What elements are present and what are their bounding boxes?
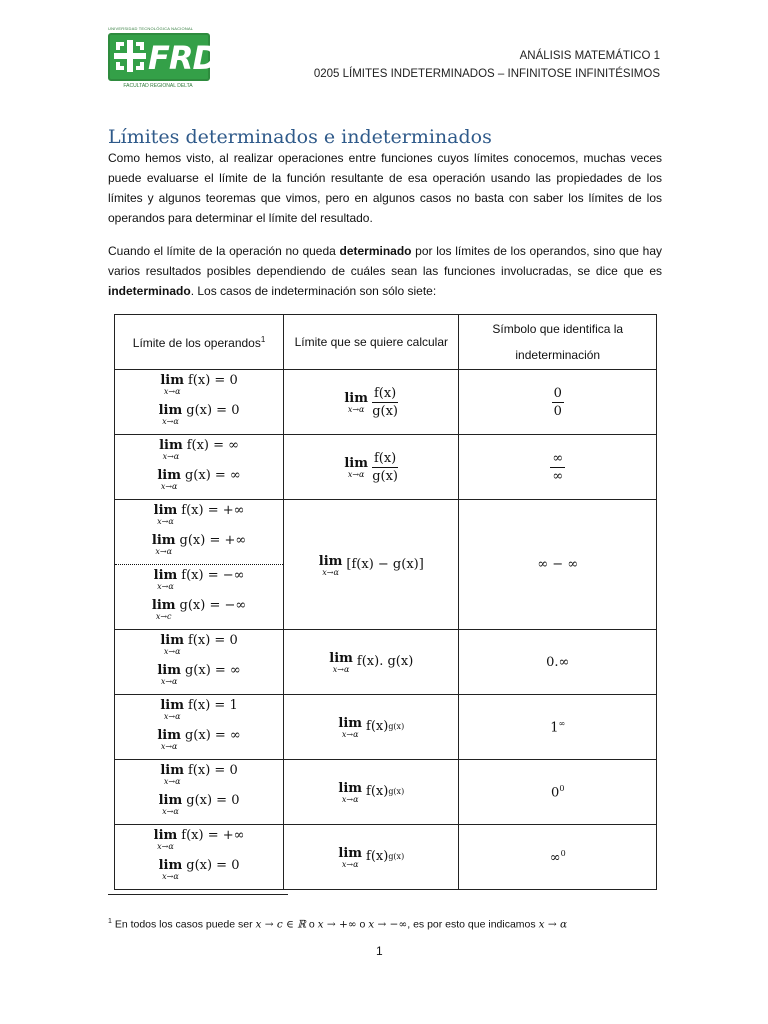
operands-cell: lim x→α f(x) = +∞ lim x→α g(x) = 0: [115, 825, 284, 890]
operands-cell: lim x→α f(x) = −∞ lim x→c g(x) = −∞: [115, 565, 284, 630]
operands-cell: lim x→α f(x) = 1 lim x→α g(x) = ∞: [115, 695, 284, 760]
paragraph-bold-term: indeterminado: [108, 284, 191, 298]
header-symbol: Símbolo que identifica la indeterminación: [459, 315, 657, 370]
utn-emblem-icon: [114, 40, 146, 72]
logo-mark-text: FRD: [148, 39, 219, 77]
operands-cell: lim x→α f(x) = +∞ lim x→α g(x) = +∞: [115, 500, 284, 565]
paragraph-intro: Como hemos visto, al realizar operaciones entre funciones cuyos límites conocemos, muchas veces puede evaluarse el límite de la función resultante de esa operación usando las propiedades de los límites y algunos teoremas que vimos, pero en algunos casos no basta con saber los límites de los operandos para determinar el límite del resultado.: [108, 151, 662, 225]
limit-cell: lim x→α f(x) g(x): [284, 695, 459, 760]
paragraph-text: Cuando el límite de la operación no queda: [108, 244, 340, 258]
footnote-separator: [108, 894, 288, 895]
limit-cell: lim x→α $\frac{f(x)}{g(x)}$: [284, 370, 459, 435]
indeterminate-forms-table: [114, 314, 657, 890]
header-limit-to-compute: Límite que se quiere calcular: [284, 315, 459, 370]
limit-cell: lim x→α f(x). g(x): [284, 630, 459, 695]
paragraph-bold-term: determinado: [339, 244, 412, 258]
operands-cell: lim x→α f(x) = 0 lim x→α g(x) = ∞: [115, 630, 284, 695]
faculty-logo: [108, 26, 219, 90]
symbol-cell: $\frac{\infty}{\infty}$: [459, 435, 657, 500]
symbol-cell: 0.∞: [459, 630, 657, 695]
logo-faculty-text: FACULTAD REGIONAL DELTA: [123, 83, 193, 89]
paragraph-text: . Los casos de indeterminación son sólo siete:: [190, 284, 437, 298]
footnote-number: 1: [108, 918, 112, 925]
symbol-cell: ∞ − ∞: [459, 500, 657, 630]
section-title: Límites determinados e indeterminados: [108, 126, 492, 148]
footnote-ref: 1: [260, 334, 266, 344]
operands-cell: lim x→α f(x) = ∞ lim x→α g(x) = ∞: [115, 435, 284, 500]
paragraph-indeterminate: [108, 241, 662, 301]
page-number: 1: [376, 944, 383, 958]
header-unit: 0205 LÍMITES INDETERMINADOS – INFINITOSE INFINITÉSIMOS: [313, 68, 660, 80]
symbol-cell: $0^0$: [459, 760, 657, 825]
operands-cell: lim x→α f(x) = 0 lim x→α g(x) = 0: [115, 760, 284, 825]
header-operands: Límite de los operandos$^1$: [115, 315, 284, 370]
limit-cell: lim x→α f(x) g(x): [284, 825, 459, 890]
table-row: [115, 370, 657, 435]
logo-mark: [108, 33, 219, 81]
table-row: [115, 760, 657, 825]
logo-university-text: UNIVERSIDAD TECNOLÓGICA NACIONAL: [108, 26, 194, 31]
symbol-cell: ∞$^0$: [459, 825, 657, 890]
table-row: [115, 435, 657, 500]
limit-cell: lim x→α f(x) g(x): [284, 760, 459, 825]
symbol-cell: 1∞: [459, 695, 657, 760]
limit-cell: lim x→α [f(x) − g(x)]: [284, 500, 459, 630]
table-row: [115, 695, 657, 760]
header-course: ANÁLISIS MATEMÁTICO 1: [519, 50, 660, 62]
table-header-row: [115, 315, 657, 370]
table-row: [115, 630, 657, 695]
paragraph-text: por los límites de los operandos, sino que hay varios resultados posibles dependiendo de cuáles sean las funciones involucradas, se dice que es: [108, 244, 662, 278]
table-row: [115, 825, 657, 890]
table-row: [115, 500, 657, 565]
symbol-cell: $\frac{0}{0}$: [459, 370, 657, 435]
limit-cell: lim x→α $\frac{f(x)}{g(x)}$: [284, 435, 459, 500]
document-header: [314, 47, 660, 83]
footnote: $^1$ En todos los casos puede ser x → c ∈ ℝ o x → +∞ o x → −∞, es por esto que indicamos x → α: [108, 918, 568, 931]
operands-cell: lim x→α f(x) = 0 lim x→α g(x) = 0: [115, 370, 284, 435]
